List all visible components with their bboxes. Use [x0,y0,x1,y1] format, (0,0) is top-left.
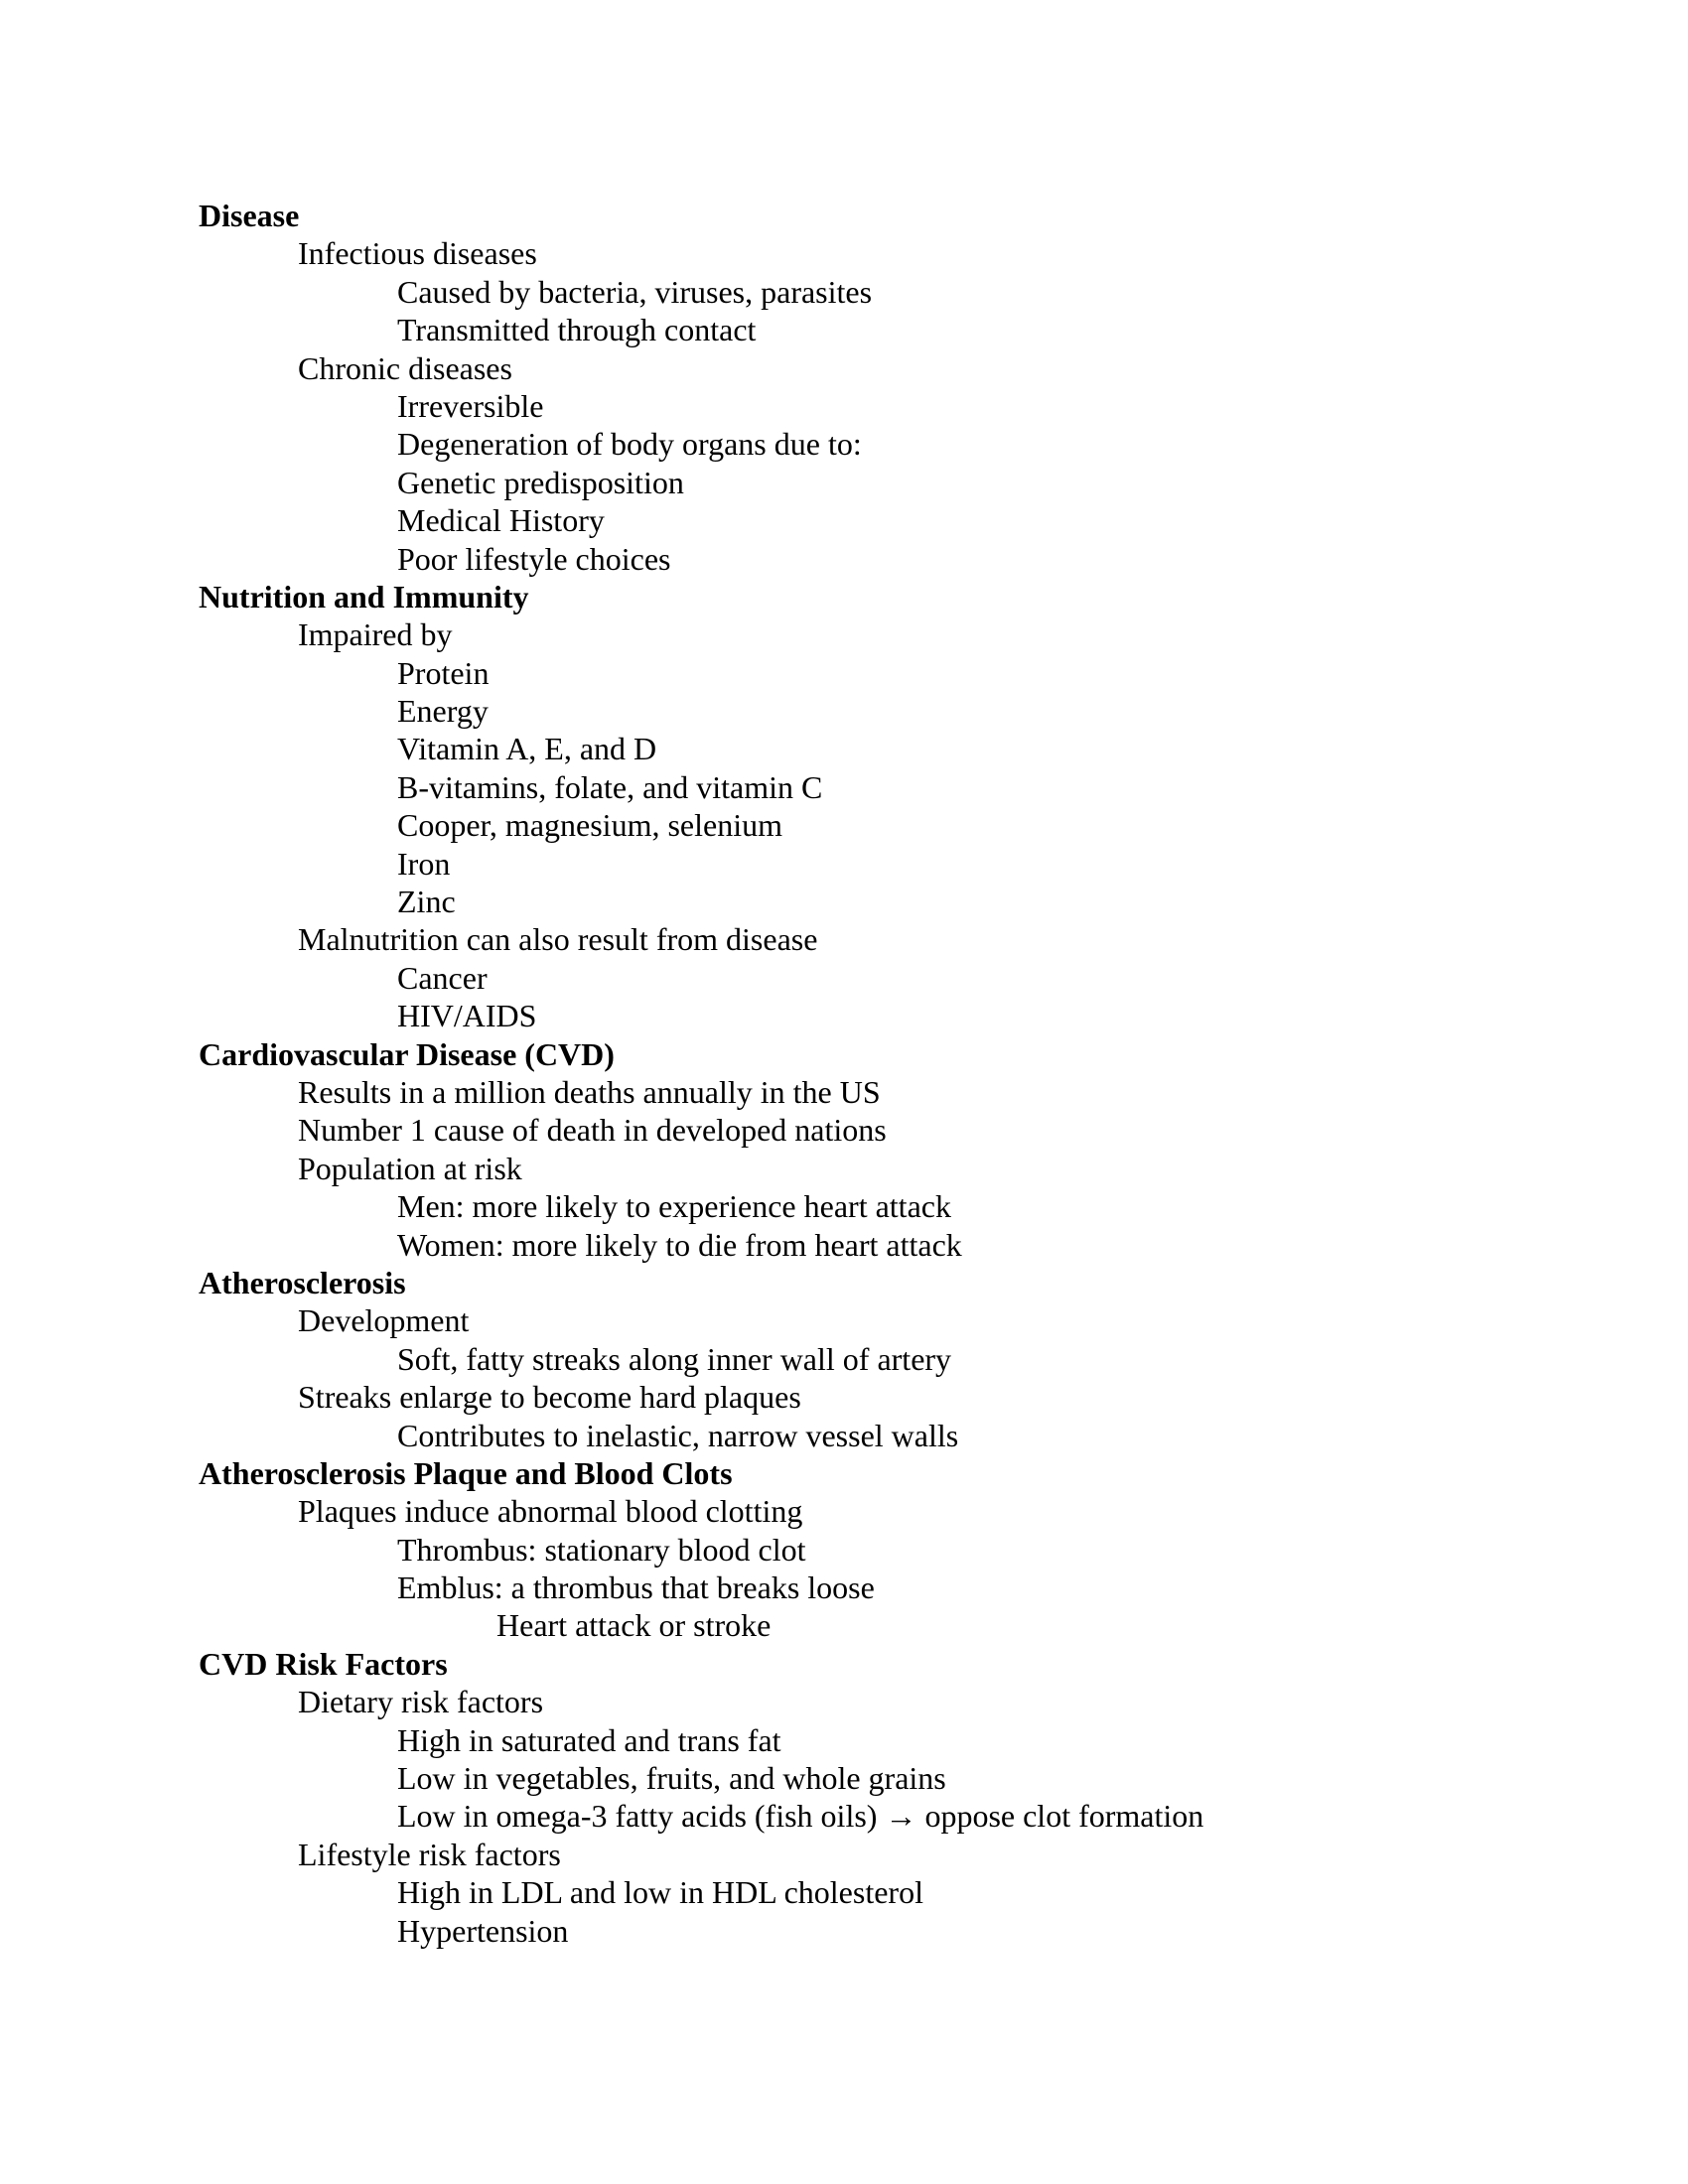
outline-item: B-vitamins, folate, and vitamin C [397,768,823,805]
outline-item: Transmitted through contact [397,312,757,348]
outline-item: Emblus: a thrombus that breaks loose [397,1570,875,1606]
section-heading: Atherosclerosis [199,1264,406,1300]
outline-item: Lifestyle risk factors [298,1836,561,1872]
outline-item: Caused by bacteria, viruses, parasites [397,273,873,310]
outline-item: Irreversible [397,387,544,424]
outline-item: Population at risk [298,1150,522,1186]
outline-item: Men: more likely to experience heart attack [397,1188,951,1225]
outline-item: Soft, fatty streaks along inner wall of artery [397,1340,952,1377]
outline-item: Iron [397,845,451,882]
outline-item: Energy [397,693,489,730]
section-heading: Cardiovascular Disease (CVD) [199,1035,615,1072]
outline-item: Hypertension [397,1912,569,1949]
outline-item: Plaques induce abnormal blood clotting [298,1493,803,1530]
outline-item: Cooper, magnesium, selenium [397,807,782,844]
outline-item: Results in a million deaths annually in the US [298,1073,881,1110]
outline-item: Degeneration of body organs due to: [397,426,862,463]
outline-item: Malnutrition can also result from disease [298,921,818,958]
outline-item: Protein [397,654,490,691]
outline-item: Infectious diseases [298,235,537,272]
outline-item: Heart attack or stroke [496,1607,772,1644]
outline-item: Low in vegetables, fruits, and whole grains [397,1760,946,1797]
outline-item: Low in omega-3 fatty acids (fish oils) → oppose clot formation [397,1798,1204,1835]
section-heading: Disease [199,198,300,233]
outline-item: Streaks enlarge to become hard plaques [298,1379,801,1416]
outline-item: Contributes to inelastic, narrow vessel walls [397,1417,959,1453]
outline-item: Women: more likely to die from heart attack [397,1226,962,1263]
outline-item: Vitamin A, E, and D [397,731,657,767]
outline-item: HIV/AIDS [397,998,537,1034]
outline-item: Genetic predisposition [397,464,684,500]
outline-item: Impaired by [298,616,453,653]
outline-item: High in LDL and low in HDL cholesterol [397,1874,923,1911]
section-heading: Atherosclerosis Plaque and Blood Clots [199,1454,733,1491]
outline-item: Thrombus: stationary blood clot [397,1531,806,1568]
section-heading: CVD Risk Factors [199,1645,448,1682]
outline-item: Zinc [397,884,456,920]
outline-item: Development [298,1302,470,1339]
outline-item: High in saturated and trans fat [397,1721,781,1758]
outline-item: Dietary risk factors [298,1684,544,1720]
outline-item: Medical History [397,502,605,539]
outline-item: Cancer [397,959,488,996]
outline-item: Chronic diseases [298,349,512,386]
outline-body [199,197,1549,1950]
outline-item: Number 1 cause of death in developed nations [298,1112,887,1149]
outline-item: Poor lifestyle choices [397,540,671,577]
section-heading: Nutrition and Immunity [199,578,529,614]
